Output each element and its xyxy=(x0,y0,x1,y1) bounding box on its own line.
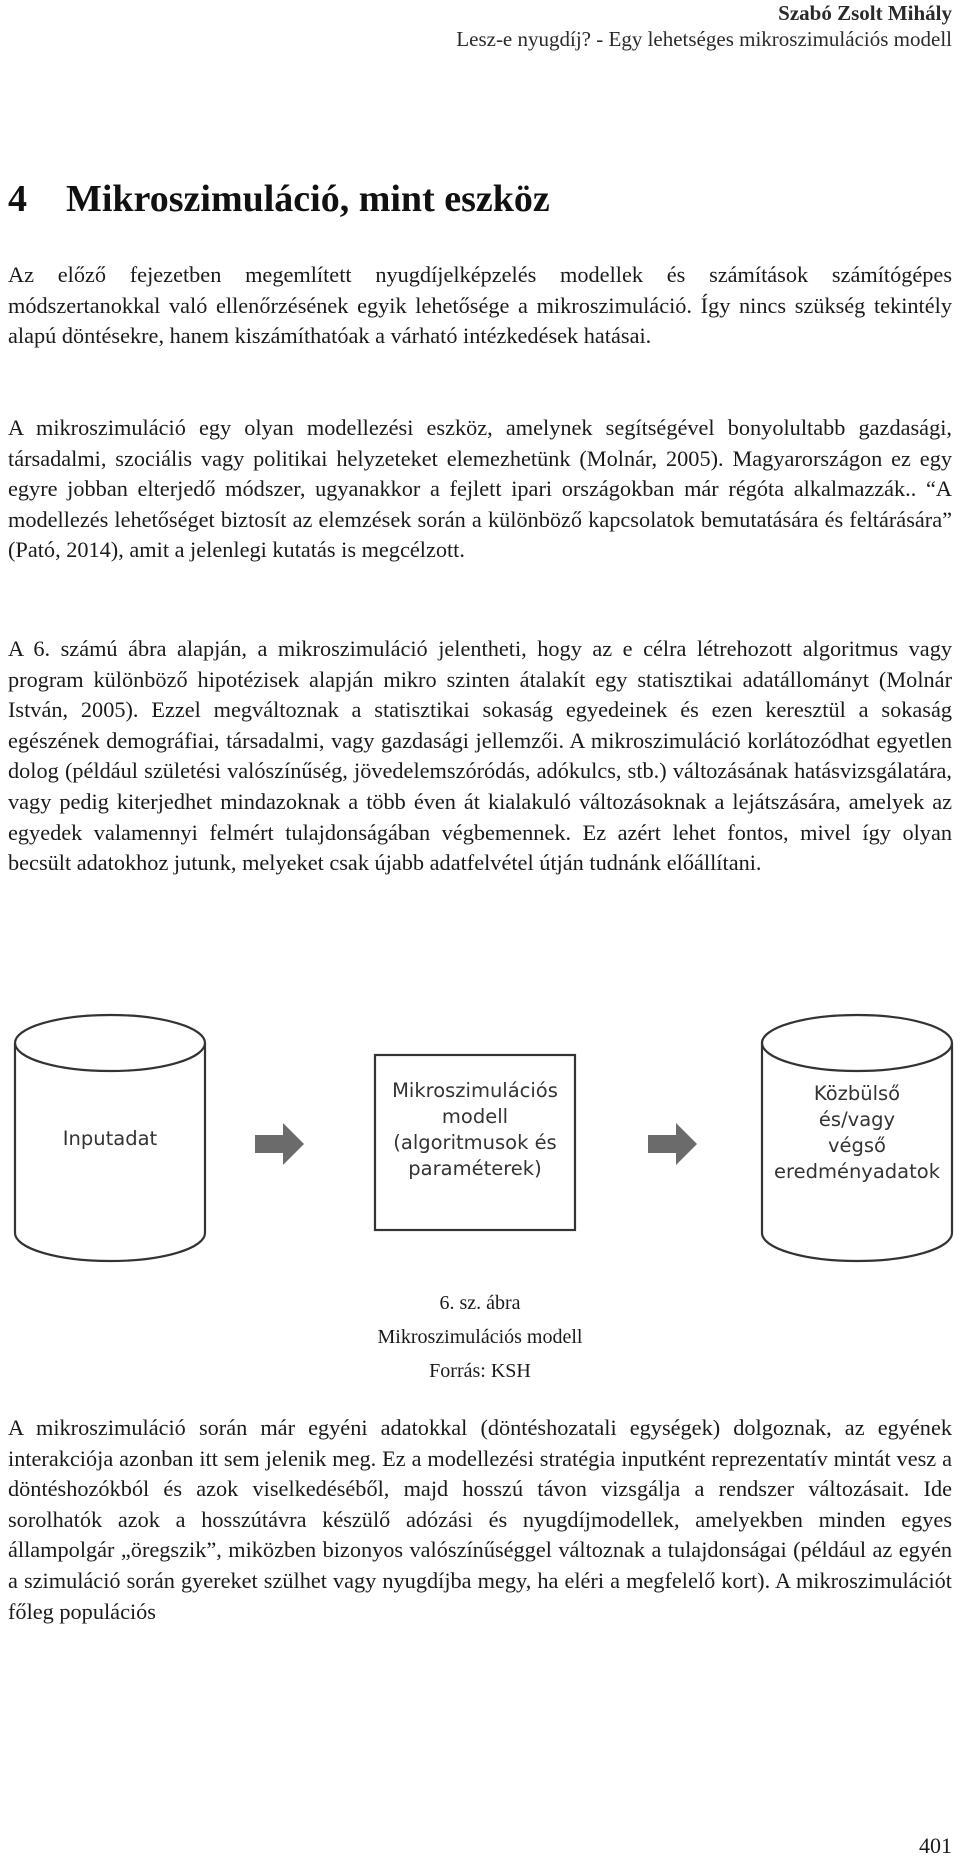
figure-caption-number: 6. sz. ábra xyxy=(439,1292,521,1314)
paragraph-2: A mikroszimuláció egy olyan modellezési eszköz, amelynek segítségével bonyolultabb gazdasági, társadalmi, szociális vagy politikai helyzeteket elemezhetünk (Molnár, 2005). Magyarországon ez egy egyre jobban elterjedő módszer, ugyanakkor a fejlett ipari országokban már régóta alkalmazzák.. “A modellezés lehetőséget biztosít az elemzések során a különböző kapcsolatok bemutatására és feltárására” (Pató, 2014), amit a jelenlegi kutatás is megcélzott. xyxy=(8,415,952,563)
output-label-line-3: végső xyxy=(827,1134,887,1157)
model-label-line-4: paraméterek) xyxy=(408,1157,542,1180)
chapter-heading xyxy=(8,176,550,222)
paragraph-3: A 6. számú ábra alapján, a mikroszimuláció jelentheti, hogy az e célra létrehozott algoritmus vagy program különböző hipotézisek alapján mikro szinten átalakít egy statisztikai adatállományt (Molnár István, 2005). Ezzel megváltoznak a statisztikai sokaság egyedeinek és ezen keresztül a sokaság egészének demográfiai, társadalmi, vagy gazdasági jellemzői. A mikroszimuláció korlátozódhat egyetlen dolog (például születési valószínűség, jövedelemszóródás, adókulcs, stb.) változásának hatásvizsgálatára, vagy pedig kiterjedhet mindazoknak a több éven át kialakuló változásoknak a lejátszására, amelyek az egyedek valamennyi felmért tulajdonságában végbemennek. Ez azért lehet fontos, mivel így olyan becsült adatokhoz jutunk, melyeket csak újabb adatfelvétel útján tudnánk előállítani. xyxy=(8,636,952,876)
arrow-right-icon xyxy=(255,1123,304,1165)
output-label-line-1: Közbülső xyxy=(813,1082,901,1105)
model-label-line-3: (algoritmusok és xyxy=(393,1131,557,1154)
paragraph-4: A mikroszimuláció során már egyéni adatokkal (döntéshozatali egységek) dolgoznak, az egyének interakciója azonban itt sem jelenik meg. Ez a modellezési stratégia inputként reprezentatív mintát vesz a döntéshozókból és azok viselkedéséből, majd hosszú távon vizsgálja a rendszer változásait. Ide sorolhatók azok a hosszútávra készülő adózási és nyugdíjmodellek, amelyekben minden egyes állampolgár „öregszik”, miközben bizonyos valószínűséggel változnak a tulajdonságai (például az egyén a szimuláció során gyereket szülhet vagy nyugdíjba megy, ha eléri a megfelelő kort). A mikroszimulációt főleg populációs xyxy=(8,1415,952,1624)
figure-caption-source: Forrás: KSH xyxy=(429,1360,531,1382)
paragraph-1: Az előző fejezetben megemlített nyugdíjelképzelés modellek és számítások számítógépes módszertanokkal való ellenőrzésének egyik lehetősége a mikroszimuláció. Így nincs szükség tekintély alapú döntésekre, hanem kiszámíthatóak a várható intézkedések hatásai. xyxy=(8,262,952,349)
output-label-line-2: és/vagy xyxy=(818,1108,896,1131)
header-author: Szabó Zsolt Mihály xyxy=(778,1,952,25)
arrow-right-icon xyxy=(648,1123,697,1165)
model-label-line-1: Mikroszimulációs xyxy=(392,1079,558,1102)
output-label-line-4: eredményadatok xyxy=(774,1160,940,1183)
figure-microsimulation-model xyxy=(0,995,960,1295)
chapter-title: Mikroszimuláció, mint eszköz xyxy=(66,178,550,220)
model-label-line-2: modell xyxy=(441,1105,509,1128)
page-number: 401 xyxy=(919,1833,952,1858)
chapter-number: 4 xyxy=(8,178,27,220)
header-document-title: Lesz-e nyugdíj? - Egy lehetséges mikroszimulációs modell xyxy=(456,27,952,51)
input-data-label: Inputadat xyxy=(62,1127,158,1150)
figure-caption-title: Mikroszimulációs modell xyxy=(377,1326,583,1348)
